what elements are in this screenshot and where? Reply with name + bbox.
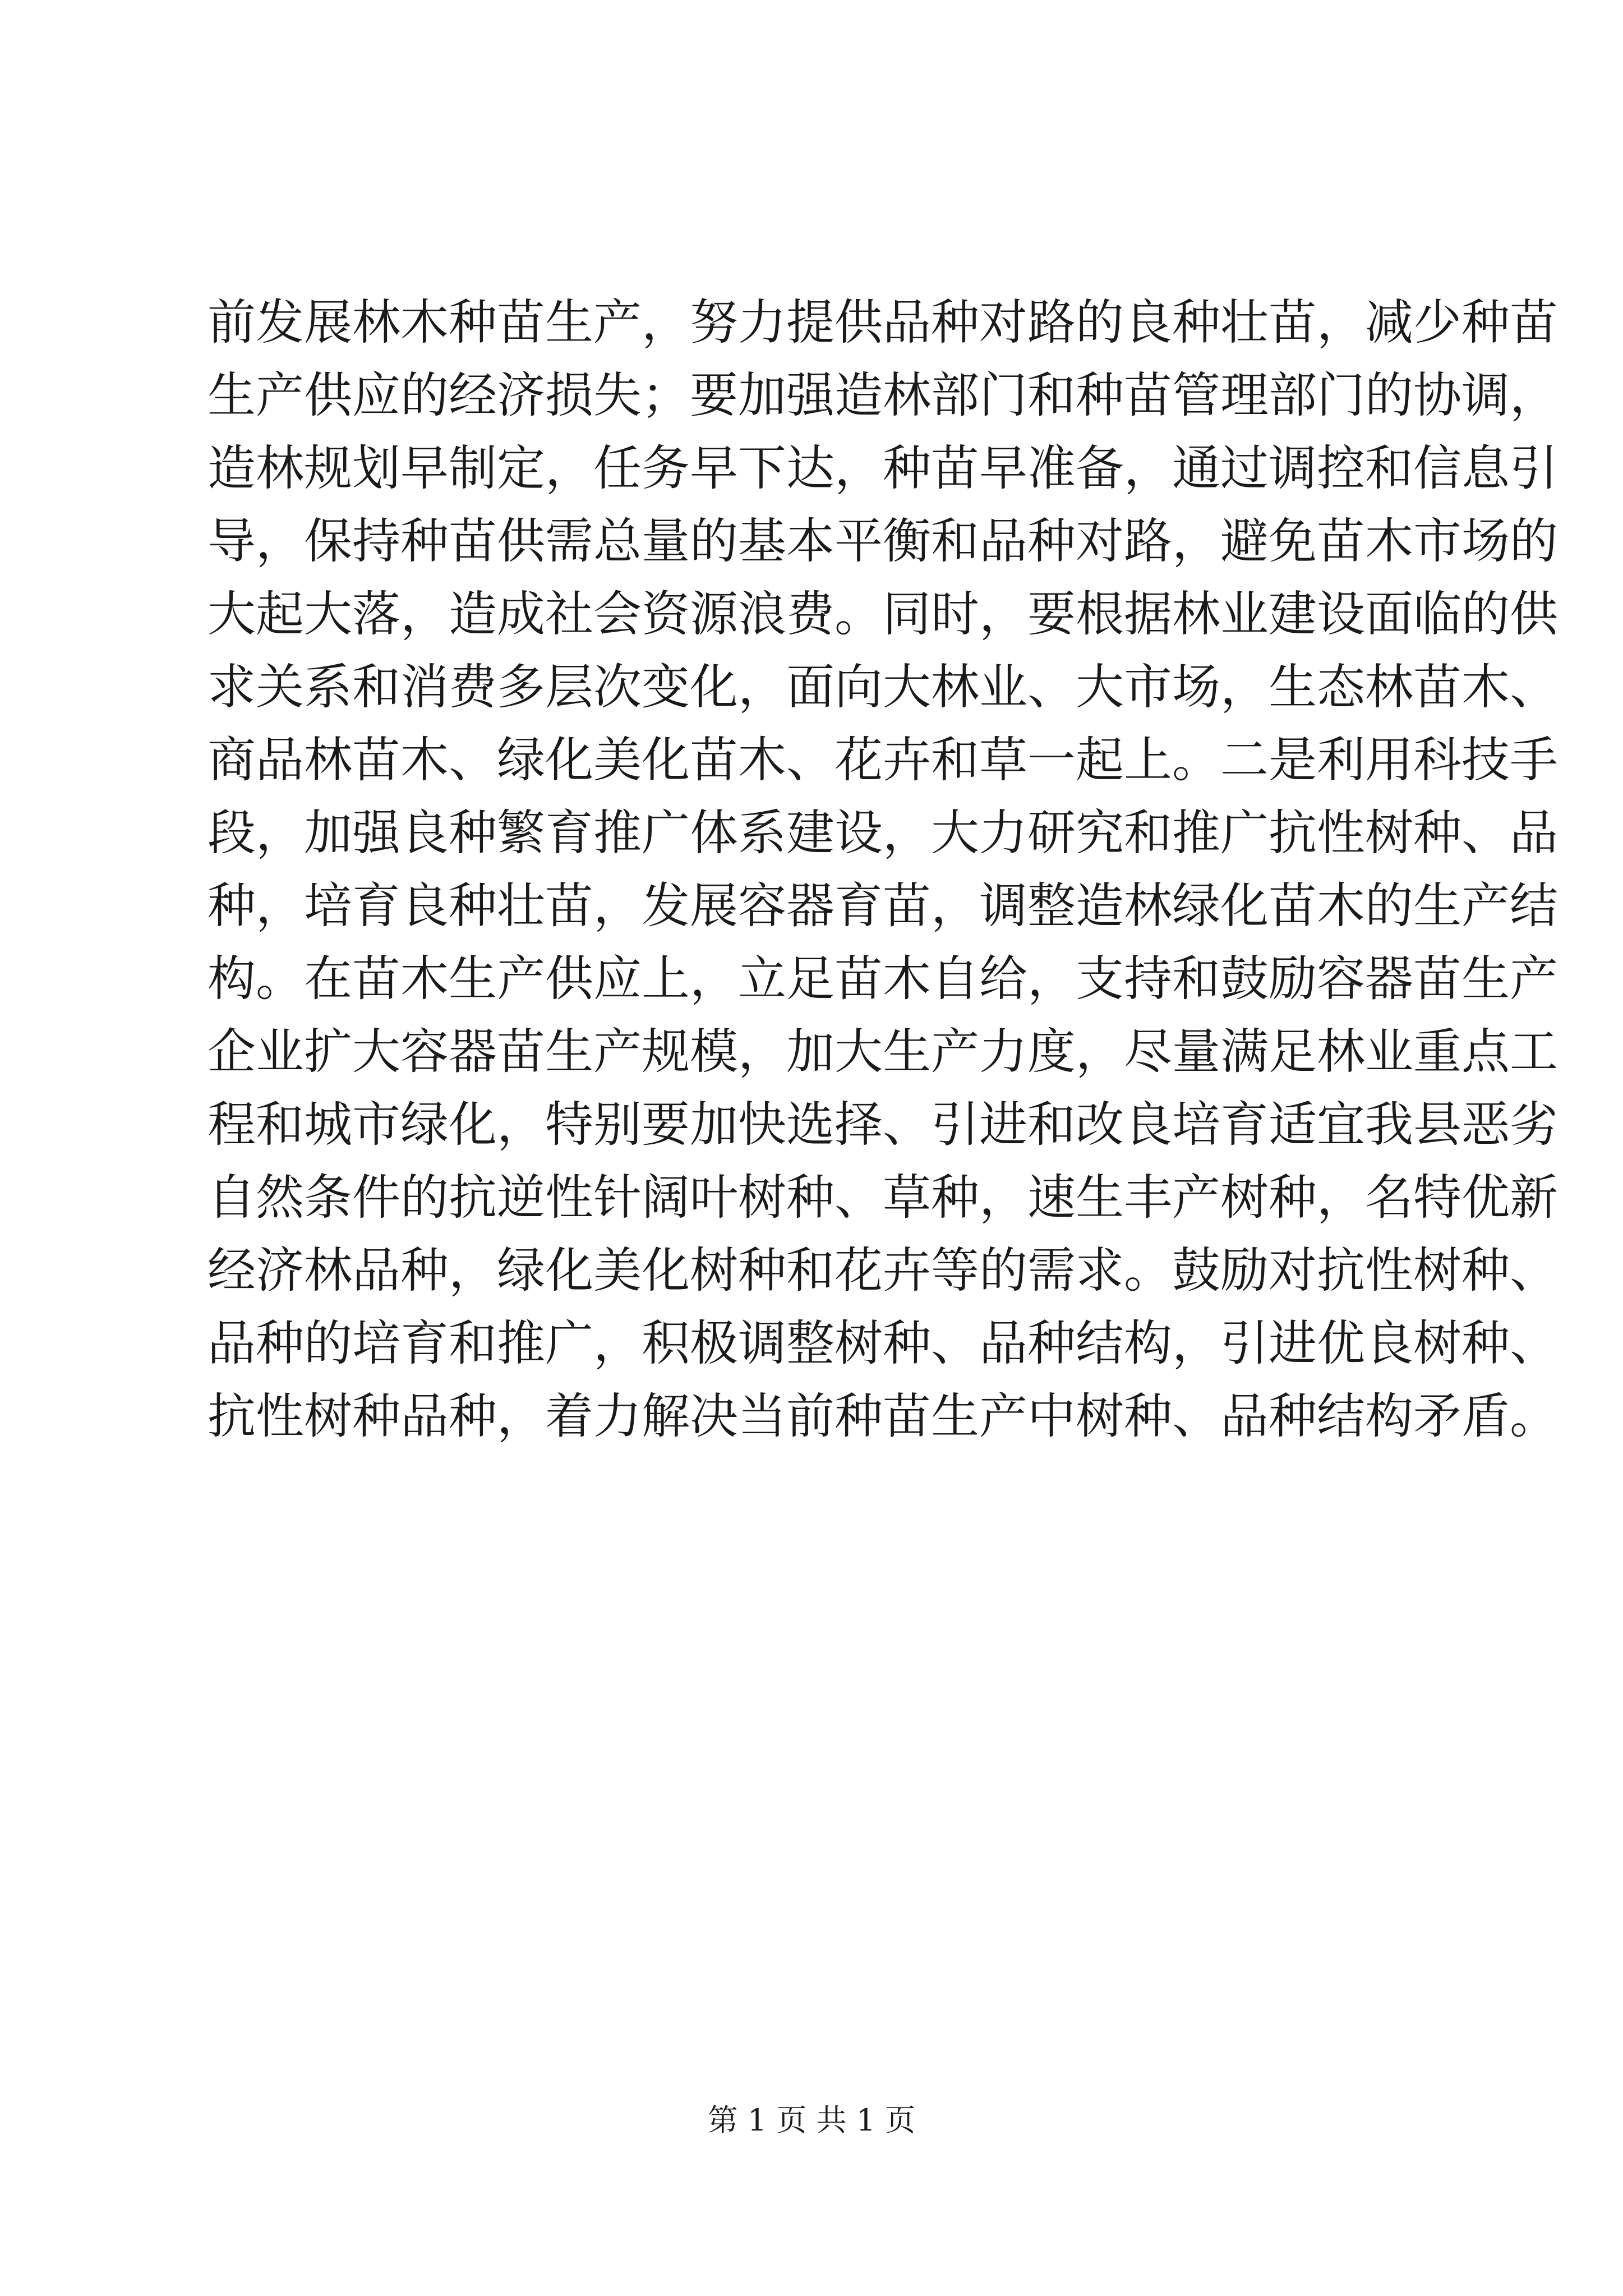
paragraph-line: 程和城市绿化，特别要加快选择、引进和改良培育适宜我县恶劣 <box>208 1097 1558 1153</box>
paragraph-line: 经济林品种，绿化美化树种和花卉等的需求。鼓励对抗性树种、 <box>208 1243 1558 1299</box>
paragraph-line: 商品林苗木、绿化美化苗木、花卉和草一起上。二是利用科技手 <box>208 732 1558 788</box>
paragraph-line: 企业扩大容器苗生产规模，加大生产力度，尽量满足林业重点工 <box>208 1024 1558 1080</box>
paragraph-line: 生产供应的经济损失；要加强造林部门和种苗管理部门的协调， <box>208 367 1558 424</box>
paragraph-line: 导，保持种苗供需总量的基本平衡和品种对路，避免苗木市场的 <box>208 513 1558 569</box>
paragraph-line: 自然条件的抗逆性针阔叶树种、草种，速生丰产树种，名特优新 <box>208 1170 1558 1226</box>
paragraph-line: 构。在苗木生产供应上，立足苗木自给，支持和鼓励容器苗生产 <box>208 951 1558 1007</box>
paragraph-line: 段，加强良种繁育推广体系建设，大力研究和推广抗性树种、品 <box>208 805 1558 861</box>
paragraph-line: 前发展林木种苗生产，努力提供品种对路的良种壮苗，减少种苗 <box>208 295 1558 351</box>
paragraph-line: 品种的培育和推广，积极调整树种、品种结构，引进优良树种、 <box>208 1315 1558 1372</box>
paragraph-line: 大起大落，造成社会资源浪费。同时，要根据林业建设面临的供 <box>208 586 1558 642</box>
page-footer: 第 1 页 共 1 页 <box>707 2102 916 2138</box>
paragraph-line: 造林规划早制定，任务早下达，种苗早准备，通过调控和信息引 <box>208 440 1558 496</box>
paragraph-line: 求关系和消费多层次变化，面向大林业、大市场，生态林苗木、 <box>208 659 1558 715</box>
body-paragraph <box>208 286 1558 1453</box>
paragraph-line: 种，培育良种壮苗，发展容器育苗，调整造林绿化苗木的生产结 <box>208 878 1558 934</box>
paragraph-line: 抗性树种品种，着力解决当前种苗生产中树种、品种结构矛盾。 <box>208 1388 1558 1444</box>
